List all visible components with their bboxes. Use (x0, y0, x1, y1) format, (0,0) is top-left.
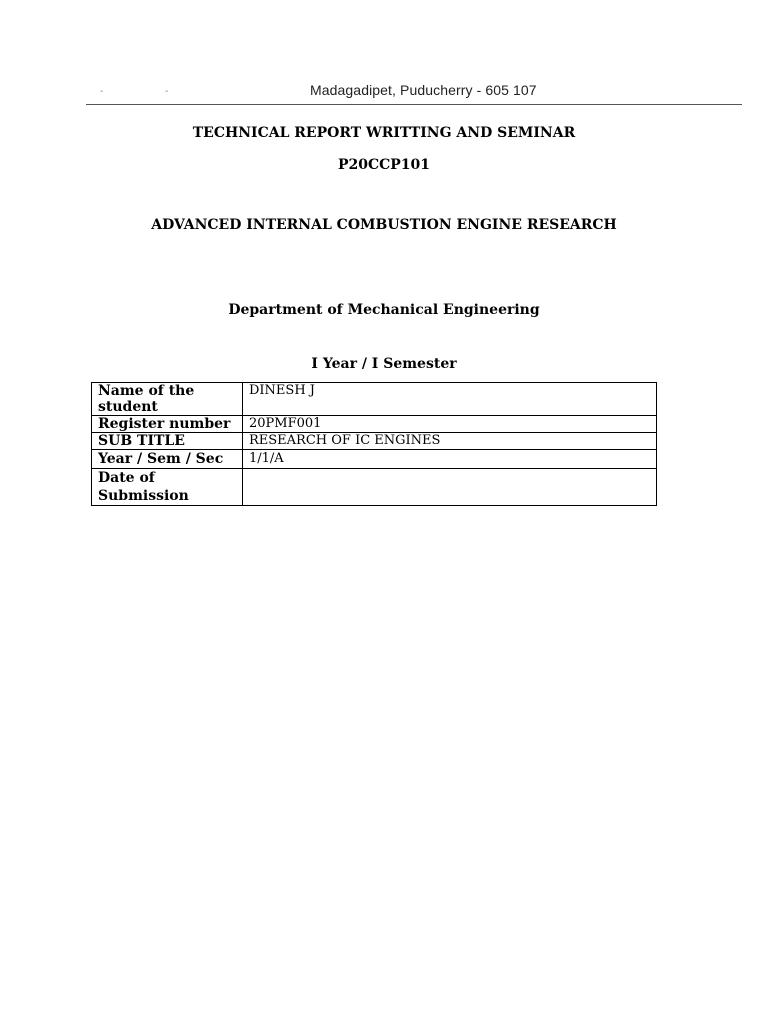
department-name: Department of Mechanical Engineering (228, 302, 540, 318)
table-row (92, 469, 657, 506)
student-details-table (91, 382, 657, 506)
page-header (0, 0, 768, 106)
row-label: Year / Sem / Sec (92, 450, 243, 469)
table-row (92, 383, 657, 416)
institution-address: Madagadipet, Puducherry - 605 107 (310, 82, 537, 98)
table-row (92, 433, 657, 450)
header-dash-left: - (100, 86, 104, 97)
row-value (243, 469, 657, 506)
table-row (92, 450, 657, 469)
row-value: RESEARCH OF IC ENGINES (243, 433, 657, 450)
row-label: Register number (92, 416, 243, 433)
header-dash-mid: - (165, 86, 169, 97)
header-divider (86, 104, 742, 105)
year-semester: I Year / I Semester (311, 356, 457, 372)
course-title: TECHNICAL REPORT WRITTING AND SEMINAR (192, 125, 576, 141)
row-value: DINESH J (243, 383, 657, 416)
row-value: 1/1/A (243, 450, 657, 469)
report-topic: ADVANCED INTERNAL COMBUSTION ENGINE RESEARCH (151, 217, 617, 233)
table-row (92, 416, 657, 433)
row-value: 20PMF001 (243, 416, 657, 433)
course-code: P20CCP101 (337, 157, 431, 173)
row-label: Name of the student (92, 383, 243, 416)
row-label: SUB TITLE (92, 433, 243, 450)
row-label: Date of Submission (92, 469, 243, 506)
